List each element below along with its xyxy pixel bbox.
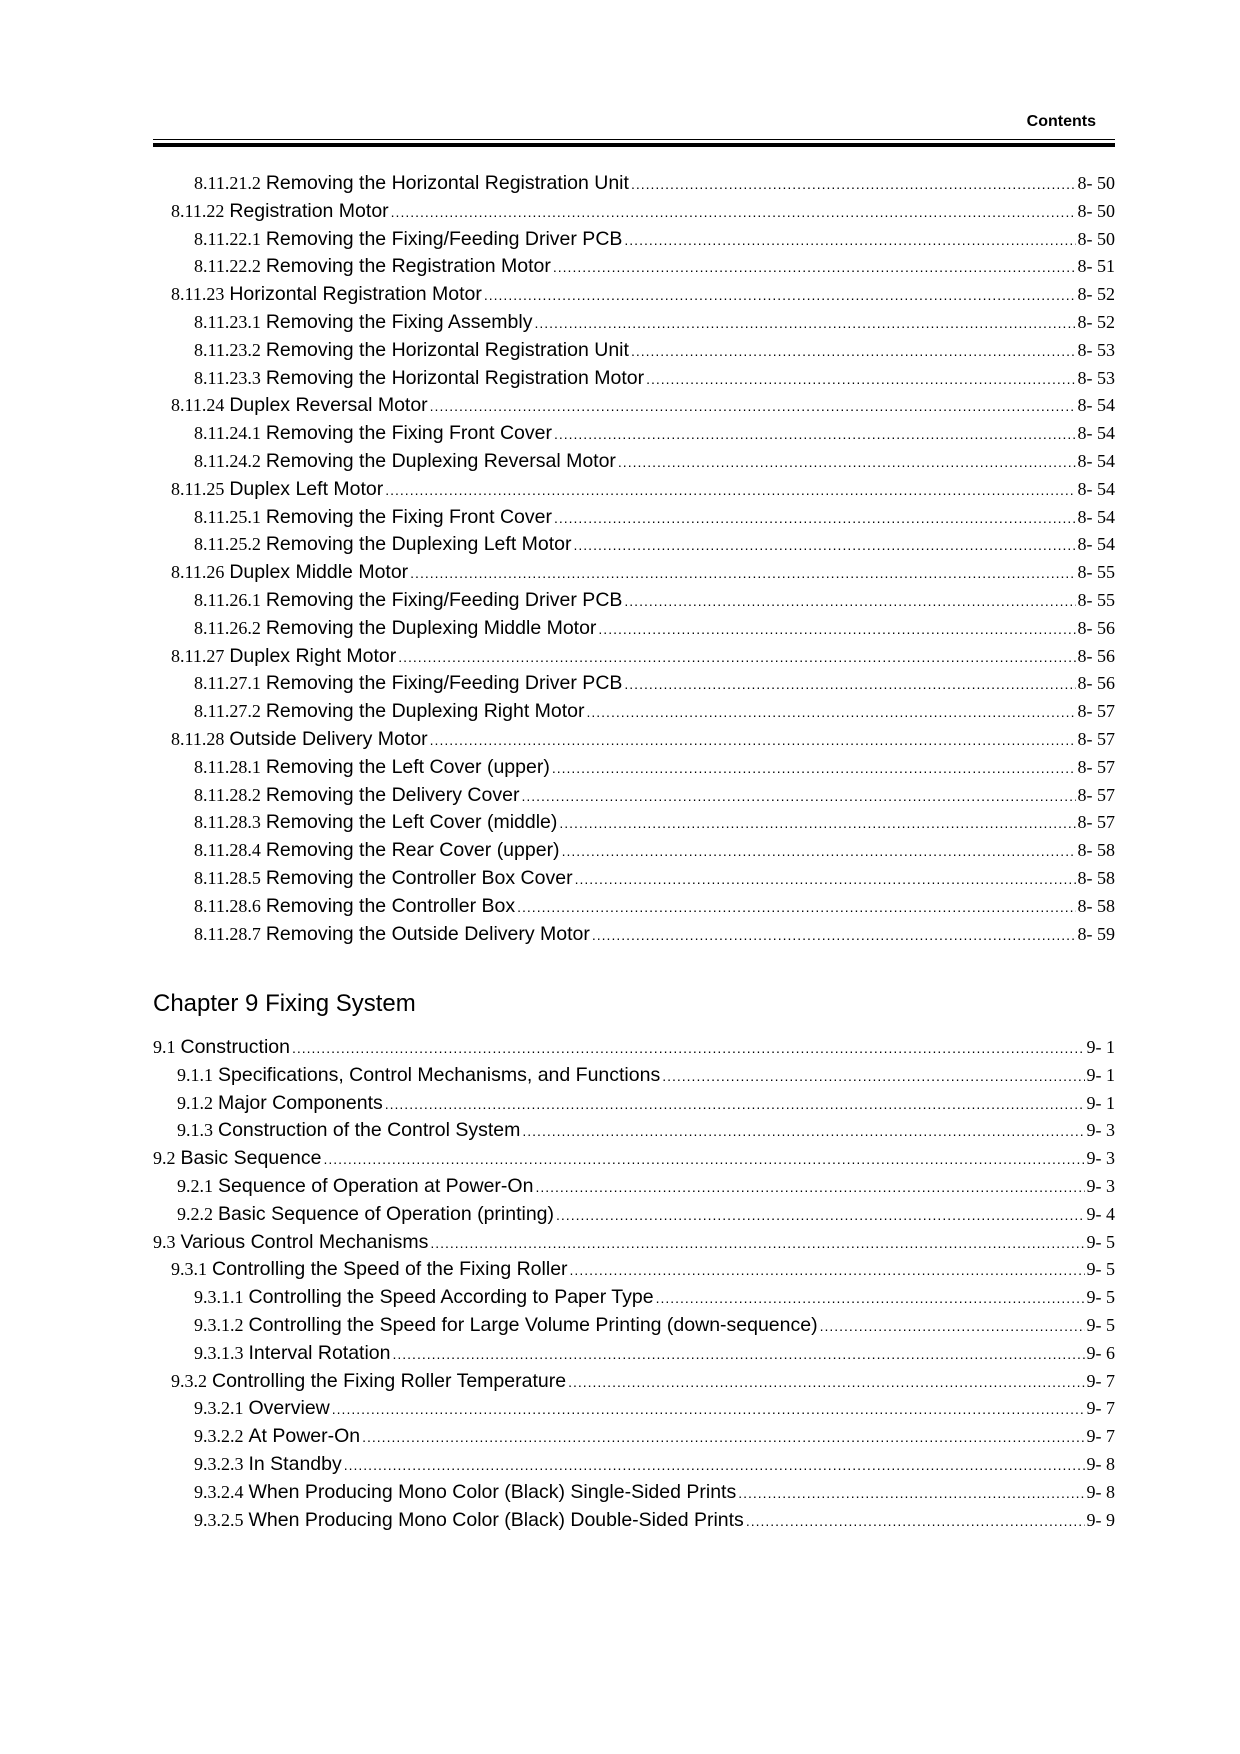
toc-entry-title: Duplex Left Motor (229, 477, 384, 500)
toc-entry-page: 9- 7 (1086, 1370, 1115, 1391)
dot-leader (553, 259, 1076, 275)
dot-leader (646, 371, 1075, 387)
dot-leader (522, 1123, 1084, 1139)
dot-leader (568, 1374, 1084, 1390)
toc-entry-page: 8- 52 (1077, 311, 1115, 332)
toc-entry-title: Removing the Duplexing Left Motor (265, 533, 572, 556)
toc-entry-number: 8.11.28.1 (194, 756, 261, 777)
toc-entry-page: 9- 5 (1086, 1259, 1115, 1280)
toc-entry-number: 8.11.28.4 (194, 840, 261, 861)
toc-entry-number: 8.11.27.2 (194, 701, 261, 722)
toc-entry-page: 9- 9 (1086, 1509, 1115, 1530)
toc-entry-page: 8- 52 (1077, 284, 1115, 305)
dot-leader (292, 1040, 1085, 1056)
toc-entry-page: 8- 54 (1077, 450, 1115, 471)
toc-entry-title: Registration Motor (229, 199, 389, 222)
toc-entry[interactable] (153, 756, 1115, 784)
toc-entry-number: 8.11.25.2 (194, 534, 261, 555)
toc-entry-title: Removing the Horizontal Registration Unit (265, 172, 629, 194)
toc-entry[interactable] (153, 311, 1115, 339)
dot-leader (587, 704, 1076, 720)
toc-entry-number: 9.2.2 (177, 1203, 213, 1224)
toc-entry-title: Major Components (218, 1091, 383, 1114)
toc-entry[interactable] (153, 895, 1115, 923)
toc-entry-title: Removing the Registration Motor (265, 255, 551, 278)
dot-leader (391, 204, 1076, 220)
dot-leader (554, 510, 1076, 526)
chapter-heading: Chapter 9 Fixing System (153, 990, 416, 1017)
toc-entry-number: 9.3.2.1 (194, 1398, 244, 1419)
dot-leader (556, 1207, 1084, 1223)
toc-entry[interactable] (153, 1092, 1115, 1120)
toc-entry[interactable] (153, 200, 1115, 228)
toc-entry-page: 8- 58 (1077, 840, 1115, 861)
toc-entry-number: 8.11.28 (171, 728, 225, 749)
toc-entry-title: Removing the Fixing/Feeding Driver PCB (265, 588, 623, 611)
toc-entry-title: Duplex Reversal Motor (229, 394, 428, 417)
toc-entry-title: Removing the Horizontal Registration Unit (265, 338, 629, 361)
toc-entry-number: 8.11.26 (171, 562, 225, 583)
toc-entry-title: Horizontal Registration Motor (229, 283, 482, 306)
toc-entry[interactable] (153, 1481, 1115, 1509)
toc-entry-number: 9.3.2.5 (194, 1509, 244, 1530)
toc-entry-number: 9.3.1.1 (194, 1287, 244, 1308)
toc-entry-page: 8- 54 (1077, 506, 1115, 527)
toc-entry[interactable] (153, 923, 1115, 951)
toc-entry[interactable] (153, 1175, 1115, 1203)
toc-entry[interactable] (153, 506, 1115, 534)
dot-leader (554, 426, 1076, 442)
header-rule-thin (153, 139, 1115, 140)
dot-leader (738, 1485, 1084, 1501)
dot-leader (559, 815, 1075, 831)
toc-entry-number: 8.11.23.2 (194, 339, 261, 360)
toc-entry-number: 9.3.2.4 (194, 1481, 244, 1502)
toc-entry-page: 8- 54 (1077, 478, 1115, 499)
dot-leader (344, 1457, 1085, 1473)
toc-entry[interactable] (153, 283, 1115, 311)
toc-entry[interactable] (153, 728, 1115, 756)
toc-entry-title: Removing the Outside Delivery Motor (265, 922, 590, 945)
dot-leader (624, 593, 1075, 609)
toc-entry[interactable] (153, 450, 1115, 478)
toc-entry[interactable] (153, 1509, 1115, 1537)
toc-entry-number: 8.11.27.1 (194, 673, 261, 694)
toc-entry-page: 8- 57 (1077, 756, 1115, 777)
toc-entry-page: 8- 57 (1077, 728, 1115, 749)
dot-leader (631, 176, 1076, 192)
toc-entry-page: 9- 8 (1086, 1453, 1115, 1474)
toc-list-chapter-9 (153, 1036, 1115, 1536)
header-rule-thick (153, 143, 1115, 147)
toc-entry[interactable] (153, 339, 1115, 367)
toc-entry-number: 8.11.24 (171, 395, 225, 416)
toc-entry-title: Removing the Delivery Cover (265, 783, 520, 806)
toc-entry-page: 8- 57 (1077, 812, 1115, 833)
toc-entry-page: 8- 53 (1077, 339, 1115, 360)
dot-leader (552, 760, 1076, 776)
toc-entry[interactable] (153, 784, 1115, 812)
toc-entry-title: Removing the Fixing Front Cover (265, 505, 552, 528)
toc-entry-number: 8.11.28.3 (194, 812, 261, 833)
toc-entry-number: 8.11.25.1 (194, 506, 261, 527)
toc-entry-page: 9- 6 (1086, 1342, 1115, 1363)
dot-leader (535, 1179, 1084, 1195)
toc-entry-page: 8- 56 (1077, 673, 1115, 694)
toc-entry[interactable] (153, 478, 1115, 506)
toc-entry-number: 8.11.22.1 (194, 228, 261, 249)
toc-entry[interactable] (153, 1425, 1115, 1453)
toc-entry[interactable] (153, 255, 1115, 283)
toc-entry[interactable] (153, 1314, 1115, 1342)
dot-leader (656, 1290, 1085, 1306)
toc-entry-page: 8- 54 (1077, 534, 1115, 555)
dot-leader (398, 649, 1075, 665)
toc-entry-number: 8.11.22 (171, 200, 225, 221)
toc-entry[interactable] (153, 645, 1115, 673)
toc-entry-page: 8- 56 (1077, 617, 1115, 638)
toc-entry-title: Basic Sequence of Operation (printing) (218, 1202, 555, 1225)
toc-entry-page: 9- 3 (1086, 1120, 1115, 1141)
toc-entry-title: Duplex Middle Motor (229, 561, 409, 584)
toc-entry[interactable] (153, 1453, 1115, 1481)
toc-entry-number: 9.1.3 (177, 1120, 213, 1141)
toc-entry-title: At Power-On (248, 1425, 361, 1448)
dot-leader (624, 676, 1075, 692)
toc-entry-title: Removing the Duplexing Right Motor (265, 700, 585, 723)
toc-entry-title: Construction of the Control System (218, 1119, 521, 1142)
toc-entry-title: Removing the Horizontal Registration Motor (265, 366, 645, 389)
toc-entry-title: Controlling the Fixing Roller Temperature (212, 1369, 567, 1392)
toc-entry-page: 9- 8 (1086, 1481, 1115, 1502)
toc-entry[interactable] (153, 1342, 1115, 1370)
dot-leader (574, 537, 1076, 553)
toc-entry-number: 9.3 (153, 1231, 176, 1252)
toc-entry-number: 8.11.24.2 (194, 450, 261, 471)
toc-entry-number: 8.11.28.2 (194, 784, 261, 805)
toc-entry-number: 8.11.26.2 (194, 617, 261, 638)
dot-leader (631, 343, 1076, 359)
dot-leader (385, 1096, 1085, 1112)
toc-entry[interactable] (153, 867, 1115, 895)
toc-entry[interactable] (153, 394, 1115, 422)
toc-entry[interactable] (153, 172, 1115, 200)
toc-entry-number: 9.3.1.2 (194, 1314, 244, 1335)
toc-entry-page: 8- 59 (1077, 923, 1115, 944)
toc-entry-page: 8- 50 (1077, 173, 1115, 193)
toc-entry[interactable] (153, 228, 1115, 256)
toc-entry-title: Removing the Fixing Assembly (265, 310, 533, 333)
toc-entry-number: 8.11.27 (171, 645, 225, 666)
toc-entry[interactable] (153, 1147, 1115, 1175)
toc-entry[interactable] (153, 1258, 1115, 1286)
dot-leader (624, 232, 1075, 248)
toc-entry-title: Controlling the Speed of the Fixing Roller (212, 1258, 568, 1281)
toc-entry[interactable] (153, 672, 1115, 700)
toc-entry-page: 9- 3 (1086, 1175, 1115, 1196)
dot-leader (517, 899, 1075, 915)
toc-entry[interactable] (153, 1036, 1115, 1064)
dot-leader (332, 1401, 1085, 1417)
toc-entry-title: Removing the Left Cover (middle) (265, 811, 558, 834)
toc-entry-page: 8- 54 (1077, 423, 1115, 444)
dot-leader (484, 287, 1076, 303)
toc-entry-page: 9- 1 (1086, 1037, 1115, 1057)
dot-leader (598, 621, 1075, 637)
toc-list-chapter-8 (153, 172, 1115, 950)
toc-entry[interactable] (153, 422, 1115, 450)
toc-entry-number: 9.3.2 (171, 1370, 207, 1391)
toc-entry-title: Removing the Fixing Front Cover (265, 422, 552, 445)
toc-entry-title: Various Control Mechanisms (180, 1230, 429, 1253)
dot-leader (562, 843, 1076, 859)
toc-entry-page: 8- 53 (1077, 367, 1115, 388)
toc-entry[interactable] (153, 367, 1115, 395)
toc-entry[interactable] (153, 1119, 1115, 1147)
toc-entry-page: 8- 55 (1077, 589, 1115, 610)
dot-leader (393, 1346, 1085, 1362)
toc-entry-number: 8.11.23.3 (194, 367, 261, 388)
toc-entry-number: 9.3.1.3 (194, 1342, 244, 1363)
toc-entry-number: 8.11.28.6 (194, 895, 261, 916)
dot-leader (410, 565, 1075, 581)
toc-entry[interactable] (153, 589, 1115, 617)
dot-leader (362, 1429, 1084, 1445)
dot-leader (746, 1513, 1085, 1529)
toc-entry-number: 8.11.24.1 (194, 423, 261, 444)
toc-entry-number: 8.11.26.1 (194, 589, 261, 610)
dot-leader (430, 1235, 1084, 1251)
toc-entry-page: 9- 5 (1086, 1231, 1115, 1252)
dot-leader (323, 1151, 1084, 1167)
toc-entry-page: 8- 51 (1077, 256, 1115, 277)
dot-leader (534, 315, 1075, 331)
toc-entry-page: 8- 57 (1077, 784, 1115, 805)
toc-entry[interactable] (153, 1397, 1115, 1425)
toc-entry-title: Removing the Controller Box (265, 894, 516, 917)
dot-leader (521, 788, 1075, 804)
toc-entry-title: Construction (180, 1036, 290, 1058)
toc-entry-page: 8- 50 (1077, 228, 1115, 249)
toc-entry-number: 9.3.2.3 (194, 1453, 244, 1474)
dot-leader (430, 732, 1076, 748)
dot-leader (820, 1318, 1085, 1334)
toc-entry-title: Removing the Left Cover (upper) (265, 755, 550, 778)
toc-entry-number: 8.11.28.7 (194, 923, 261, 944)
toc-entry-number: 9.2 (153, 1148, 176, 1169)
toc-entry-page: 8- 50 (1077, 200, 1115, 221)
toc-entry-number: 8.11.28.5 (194, 867, 261, 888)
toc-entry-number: 8.11.23 (171, 284, 225, 305)
toc-entry-title: When Producing Mono Color (Black) Single-Sided Prints (248, 1480, 737, 1503)
toc-entry-number: 9.1.1 (177, 1064, 213, 1085)
toc-entry-number: 8.11.21.2 (194, 173, 261, 193)
toc-entry-title: Controlling the Speed According to Paper Type (248, 1286, 654, 1309)
toc-entry-number: 9.1.2 (177, 1092, 213, 1113)
toc-entry-title: Removing the Controller Box Cover (265, 866, 573, 889)
toc-entry-page: 8- 56 (1077, 645, 1115, 666)
toc-entry-page: 8- 58 (1077, 895, 1115, 916)
toc-entry-page: 9- 1 (1086, 1092, 1115, 1113)
toc-entry-page: 8- 55 (1077, 562, 1115, 583)
toc-entry[interactable] (153, 811, 1115, 839)
toc-entry-title: Removing the Duplexing Reversal Motor (265, 449, 616, 472)
toc-entry-page: 8- 58 (1077, 867, 1115, 888)
toc-entry-page: 9- 1 (1086, 1064, 1115, 1085)
toc-entry[interactable] (153, 561, 1115, 589)
toc-entry-page: 9- 3 (1086, 1148, 1115, 1169)
toc-entry-number: 8.11.22.2 (194, 256, 261, 277)
toc-entry-page: 9- 5 (1086, 1287, 1115, 1308)
dot-leader (662, 1068, 1084, 1084)
toc-entry-title: Sequence of Operation at Power-On (218, 1174, 534, 1197)
dot-leader (570, 1262, 1085, 1278)
toc-entry-title: Interval Rotation (248, 1341, 391, 1364)
toc-entry-number: 8.11.25 (171, 478, 225, 499)
toc-entry[interactable] (153, 1064, 1115, 1092)
dot-leader (618, 454, 1076, 470)
toc-entry[interactable] (153, 1370, 1115, 1398)
toc-entry-number: 9.3.2.2 (194, 1426, 244, 1447)
toc-entry-number: 9.2.1 (177, 1175, 213, 1196)
toc-entry[interactable] (153, 700, 1115, 728)
dot-leader (575, 871, 1076, 887)
toc-entry-title: Outside Delivery Motor (229, 727, 428, 750)
toc-entry-title: Removing the Fixing/Feeding Driver PCB (265, 672, 623, 695)
toc-entry-number: 9.1 (153, 1037, 176, 1057)
dot-leader (385, 482, 1075, 498)
running-header: Contents (1026, 113, 1096, 130)
dot-leader (592, 927, 1076, 943)
toc-entry-title: Duplex Right Motor (229, 644, 397, 667)
toc-entry[interactable] (153, 1286, 1115, 1314)
toc-entry[interactable] (153, 533, 1115, 561)
toc-entry-title: Removing the Rear Cover (upper) (265, 839, 560, 862)
toc-entry-title: Overview (248, 1397, 330, 1420)
toc-entry-page: 9- 7 (1086, 1398, 1115, 1419)
toc-entry-page: 8- 54 (1077, 395, 1115, 416)
toc-entry-title: Removing the Duplexing Middle Motor (265, 616, 597, 639)
toc-entry[interactable] (153, 1203, 1115, 1231)
toc-entry[interactable] (153, 1231, 1115, 1259)
toc-entry-page: 9- 7 (1086, 1426, 1115, 1447)
toc-entry-title: In Standby (248, 1452, 342, 1475)
toc-entry[interactable] (153, 617, 1115, 645)
toc-entry[interactable] (153, 839, 1115, 867)
toc-entry-number: 9.3.1 (171, 1259, 207, 1280)
toc-entry-page: 9- 5 (1086, 1314, 1115, 1335)
toc-entry-page: 9- 4 (1086, 1203, 1115, 1224)
toc-entry-title: Basic Sequence (180, 1147, 322, 1170)
toc-entry-title: Controlling the Speed for Large Volume Printing (down-sequence) (248, 1313, 818, 1336)
toc-entry-title: Specifications, Control Mechanisms, and Functions (218, 1063, 661, 1086)
toc-entry-number: 8.11.23.1 (194, 311, 261, 332)
toc-entry-title: When Producing Mono Color (Black) Double-Sided Prints (248, 1508, 744, 1531)
toc-entry-title: Removing the Fixing/Feeding Driver PCB (265, 227, 623, 250)
toc-entry-page: 8- 57 (1077, 701, 1115, 722)
dot-leader (430, 398, 1076, 414)
